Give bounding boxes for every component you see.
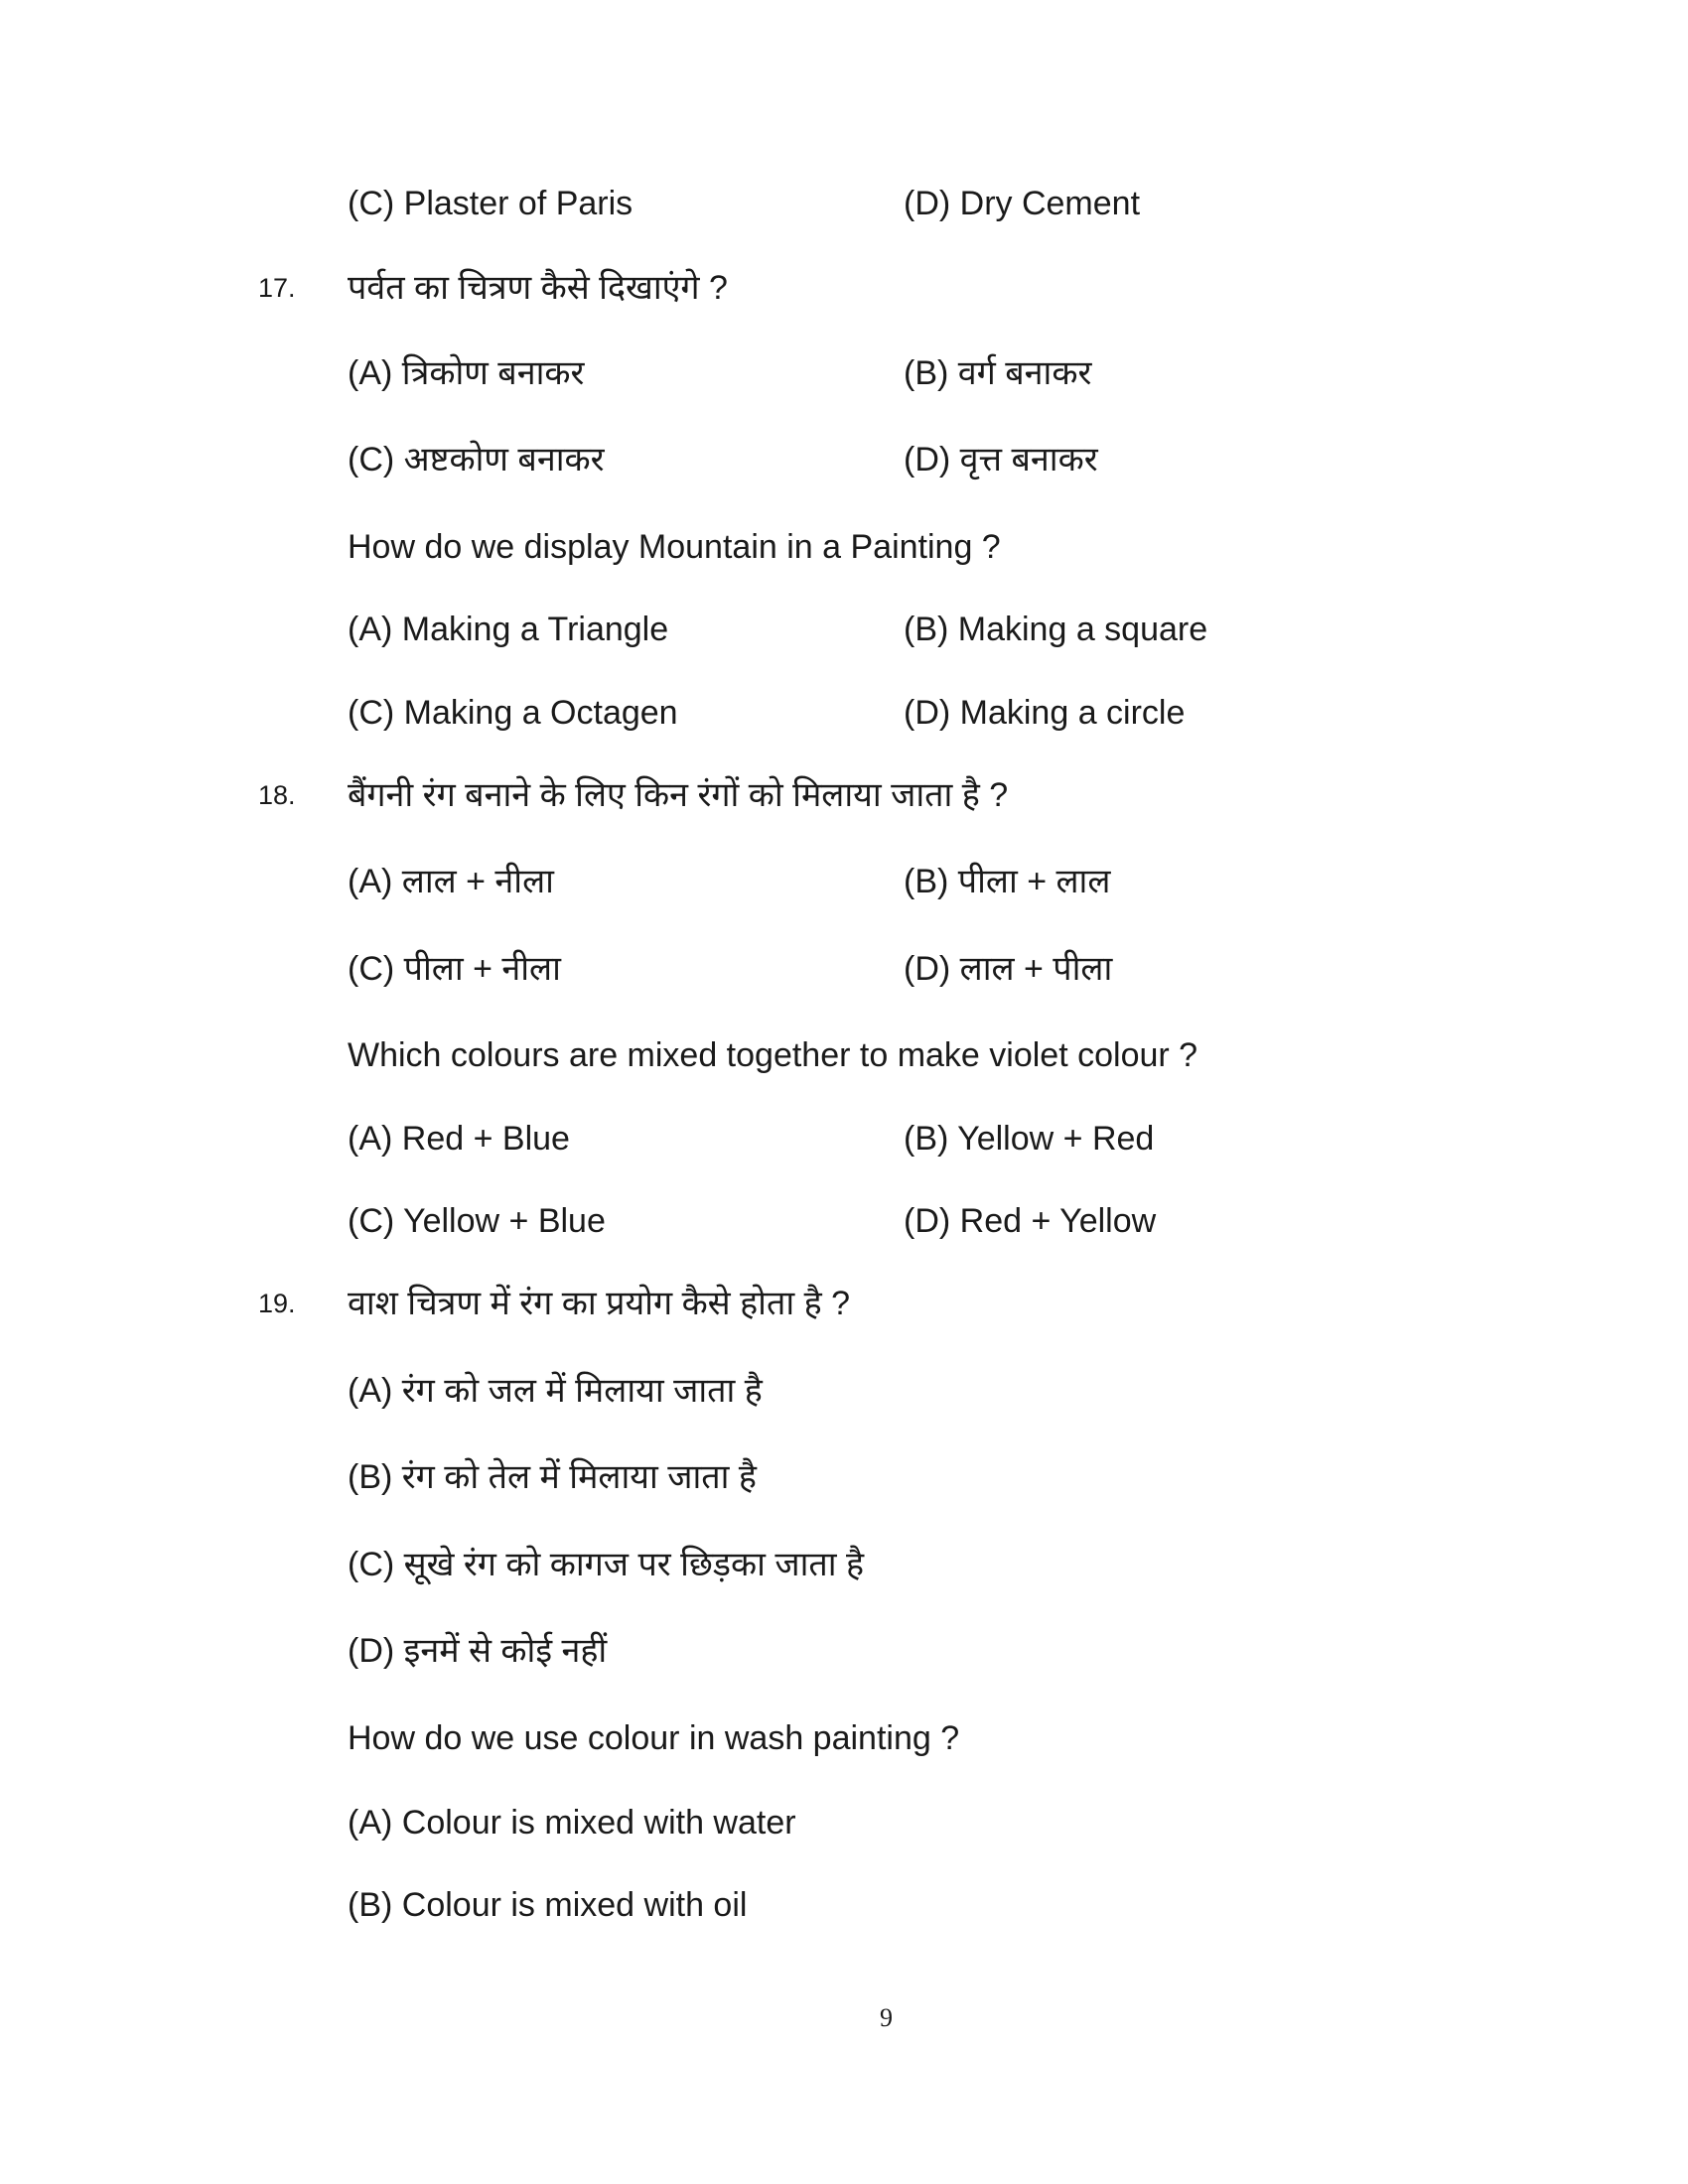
option-a: (A) Colour is mixed with water (348, 1804, 796, 1842)
option-b: (B) Yellow + Red (904, 1120, 1155, 1158)
question-hindi: बैंगनी रंग बनाने के लिए किन रंगों को मिलाया जाता है ? (348, 776, 1009, 814)
option-c: (C) सूखे रंग को कागज पर छिड़का जाता है (348, 1546, 865, 1583)
option-b: (B) रंग को तेल में मिलाया जाता है (348, 1458, 757, 1496)
option-c: (C) Plaster of Paris (348, 185, 633, 222)
option-d: (D) Making a circle (904, 694, 1186, 732)
option-b: (B) पीला + लाल (904, 863, 1111, 900)
option-d: (D) इनमें से कोई नहीं (348, 1632, 608, 1670)
option-c: (C) Making a Octagen (348, 694, 678, 732)
question-number: 19. (258, 1289, 296, 1318)
option-c: (C) पीला + नीला (348, 950, 561, 988)
question-english: Which colours are mixed together to make violet colour ? (348, 1036, 1198, 1074)
option-b: (B) Making a square (904, 611, 1208, 648)
page-number: 9 (880, 2003, 893, 2032)
option-d: (D) लाल + पीला (904, 950, 1113, 988)
option-b: (B) Colour is mixed with oil (348, 1886, 748, 1924)
option-c: (C) Yellow + Blue (348, 1202, 606, 1240)
option-d: (D) वृत्त बनाकर (904, 441, 1098, 478)
question-hindi: वाश चित्रण में रंग का प्रयोग कैसे होता है ? (348, 1285, 851, 1322)
option-d: (D) Dry Cement (904, 185, 1141, 222)
question-number: 18. (258, 780, 296, 810)
question-english: How do we use colour in wash painting ? (348, 1719, 960, 1757)
question-english: How do we display Mountain in a Painting ? (348, 528, 1001, 566)
option-a: (A) Making a Triangle (348, 611, 669, 648)
option-c: (C) अष्टकोण बनाकर (348, 441, 605, 478)
option-b: (B) वर्ग बनाकर (904, 354, 1092, 392)
option-a: (A) रंग को जल में मिलाया जाता है (348, 1372, 763, 1410)
option-a: (A) त्रिकोण बनाकर (348, 354, 585, 392)
question-hindi: पर्वत का चित्रण कैसे दिखाएंगे ? (348, 269, 728, 307)
option-a: (A) Red + Blue (348, 1120, 570, 1158)
option-d: (D) Red + Yellow (904, 1202, 1157, 1240)
question-number: 17. (258, 273, 296, 303)
option-a: (A) लाल + नीला (348, 863, 554, 900)
